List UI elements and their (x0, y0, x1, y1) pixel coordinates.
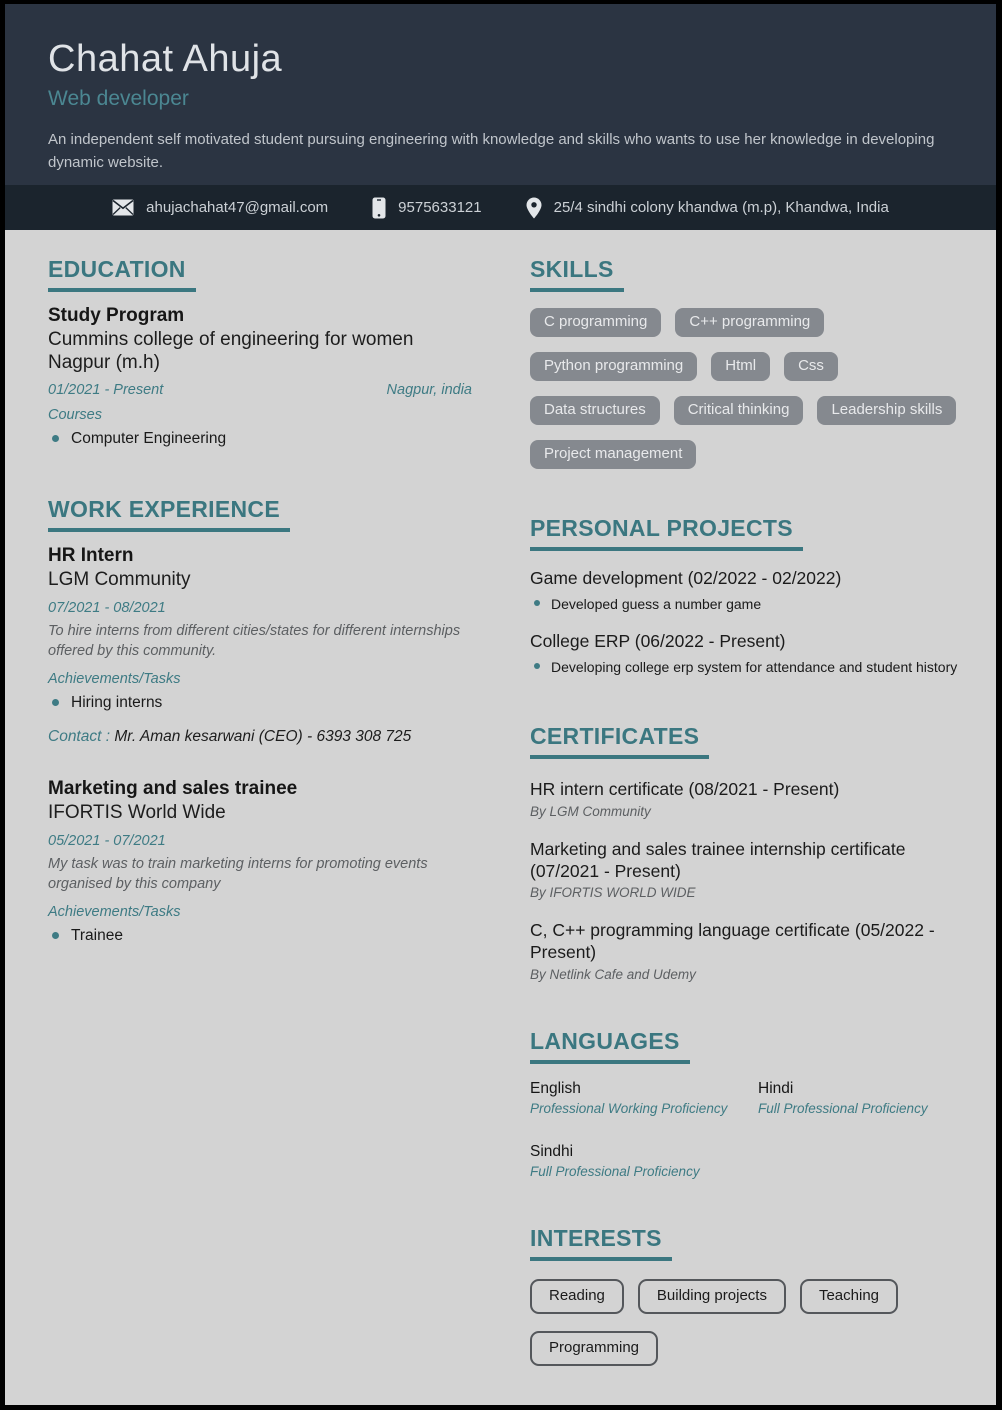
education-courses-list (48, 429, 472, 450)
job-contact-line (48, 728, 472, 746)
skill-badge: Leadership skills (817, 396, 956, 425)
languages-heading: LANGUAGES (530, 1028, 690, 1064)
language-level: Full Professional Proficiency (530, 1164, 700, 1180)
job-entry-marketing-trainee (48, 778, 472, 946)
job-dates: 05/2021 - 07/2021 (48, 833, 166, 850)
certificate-entry (530, 779, 966, 819)
skills-badge-list (530, 308, 966, 469)
candidate-summary: An independent self motivated student pursuing engineering with knowledge and skills who wants to use her knowledge in developing dynamic website. (48, 130, 935, 172)
education-meta (48, 382, 472, 398)
contact-email (112, 199, 328, 216)
skill-badge: Html (711, 352, 770, 381)
contact-address (526, 197, 889, 219)
project-bullet-list (530, 595, 966, 614)
project-entry (530, 568, 966, 614)
education-school: Cummins college of engineering for women Nagpur (m.h) (48, 328, 414, 373)
job-achievements-label: Achievements/Tasks (48, 670, 181, 687)
contact-bar (5, 185, 996, 230)
language-level: Full Professional Proficiency (758, 1101, 928, 1117)
education-courses-label: Courses (48, 407, 102, 424)
job-achievements-list (48, 693, 472, 714)
section-languages (530, 1028, 966, 1179)
project-bullet-list (530, 658, 966, 677)
envelope-icon (112, 199, 134, 216)
languages-grid (530, 1080, 966, 1179)
contact-phone-text: 9575633121 (398, 199, 482, 216)
map-pin-icon (526, 197, 542, 219)
education-degree: Study Program (48, 305, 185, 326)
candidate-job-title: Web developer (48, 86, 189, 110)
job-title-text: Marketing and sales trainee (48, 778, 298, 800)
interest-pill: Building projects (638, 1279, 786, 1314)
list-item: Developed guess a number game (530, 595, 966, 614)
skill-badge: C++ programming (675, 308, 824, 337)
section-education (48, 256, 472, 450)
work-experience-heading: WORK EXPERIENCE (48, 496, 290, 532)
resume-body (5, 230, 996, 1366)
left-column (48, 256, 472, 1366)
education-heading: EDUCATION (48, 256, 196, 292)
list-item: Developing college erp system for attendance and student history (530, 658, 966, 677)
interest-pill: Teaching (800, 1279, 898, 1314)
job-achievements-label: Achievements/Tasks (48, 903, 181, 920)
skill-badge: Critical thinking (674, 396, 804, 425)
interests-pill-list (530, 1279, 966, 1366)
list-item: Trainee (48, 926, 472, 947)
skill-badge: Css (784, 352, 838, 381)
certificate-issuer: By LGM Community (530, 803, 651, 819)
job-description: To hire interns from different cities/states for different internships offered by this community. (48, 622, 461, 660)
mobile-phone-icon (372, 197, 386, 219)
language-name: English (530, 1080, 581, 1098)
job-contact-label: Contact : (48, 728, 111, 746)
skill-badge: Python programming (530, 352, 697, 381)
skill-badge: C programming (530, 308, 661, 337)
certificate-issuer: By Netlink Cafe and Udemy (530, 967, 696, 983)
language-entry (758, 1080, 966, 1116)
interest-pill: Reading (530, 1279, 624, 1314)
job-contact-value: Mr. Aman kesarwani (CEO) - 6393 308 725 (114, 728, 412, 746)
interest-pill: Programming (530, 1331, 658, 1366)
skill-badge: Data structures (530, 396, 660, 425)
certificate-title: HR intern certificate (08/2021 - Present) (530, 778, 840, 799)
education-dates: 01/2021 - Present (48, 382, 164, 399)
job-company: IFORTIS World Wide (48, 802, 226, 824)
certificates-heading: CERTIFICATES (530, 723, 709, 759)
section-work-experience (48, 496, 472, 946)
education-location: Nagpur, india (386, 382, 472, 399)
language-name: Sindhi (530, 1143, 574, 1161)
job-company: LGM Community (48, 569, 191, 591)
contact-email-text: ahujachahat47@gmail.com (146, 199, 329, 216)
language-entry (530, 1080, 758, 1116)
skill-badge: Project management (530, 440, 696, 469)
skills-heading: SKILLS (530, 256, 624, 292)
job-title-text: HR Intern (48, 545, 134, 567)
certificate-title: Marketing and sales trainee internship certificate (07/2021 - Present) (530, 838, 906, 881)
candidate-name: Chahat Ahuja (48, 38, 283, 80)
list-item: Computer Engineering (48, 429, 472, 450)
certificate-title: C, C++ programming language certificate (05/2022 - Present) (530, 920, 935, 963)
project-title: College ERP (06/2022 - Present) (530, 630, 786, 651)
list-item: Hiring interns (48, 693, 472, 714)
contact-phone (372, 197, 481, 219)
language-name: Hindi (758, 1080, 794, 1098)
right-column (530, 256, 966, 1366)
contact-address-text: 25/4 sindhi colony khandwa (m.p), Khandwa, India (553, 199, 889, 216)
personal-projects-heading: PERSONAL PROJECTS (530, 515, 803, 551)
job-dates: 07/2021 - 08/2021 (48, 599, 166, 616)
certificate-entry (530, 920, 966, 982)
interests-heading: INTERESTS (530, 1225, 672, 1261)
job-entry-hr-intern (48, 545, 472, 746)
section-interests (530, 1225, 966, 1366)
job-description: My task was to train marketing interns for promoting events organised by this company (48, 856, 428, 893)
language-level: Professional Working Proficiency (530, 1101, 728, 1117)
section-certificates (530, 723, 966, 982)
job-achievements-list (48, 926, 472, 947)
certificate-entry (530, 839, 966, 901)
certificate-issuer: By IFORTIS WORLD WIDE (530, 885, 696, 901)
resume-page (5, 4, 996, 1405)
project-entry (530, 631, 966, 677)
section-skills (530, 256, 966, 469)
language-entry (530, 1143, 758, 1179)
section-personal-projects (530, 515, 966, 677)
resume-header (5, 4, 996, 185)
project-title: Game development (02/2022 - 02/2022) (530, 568, 842, 588)
